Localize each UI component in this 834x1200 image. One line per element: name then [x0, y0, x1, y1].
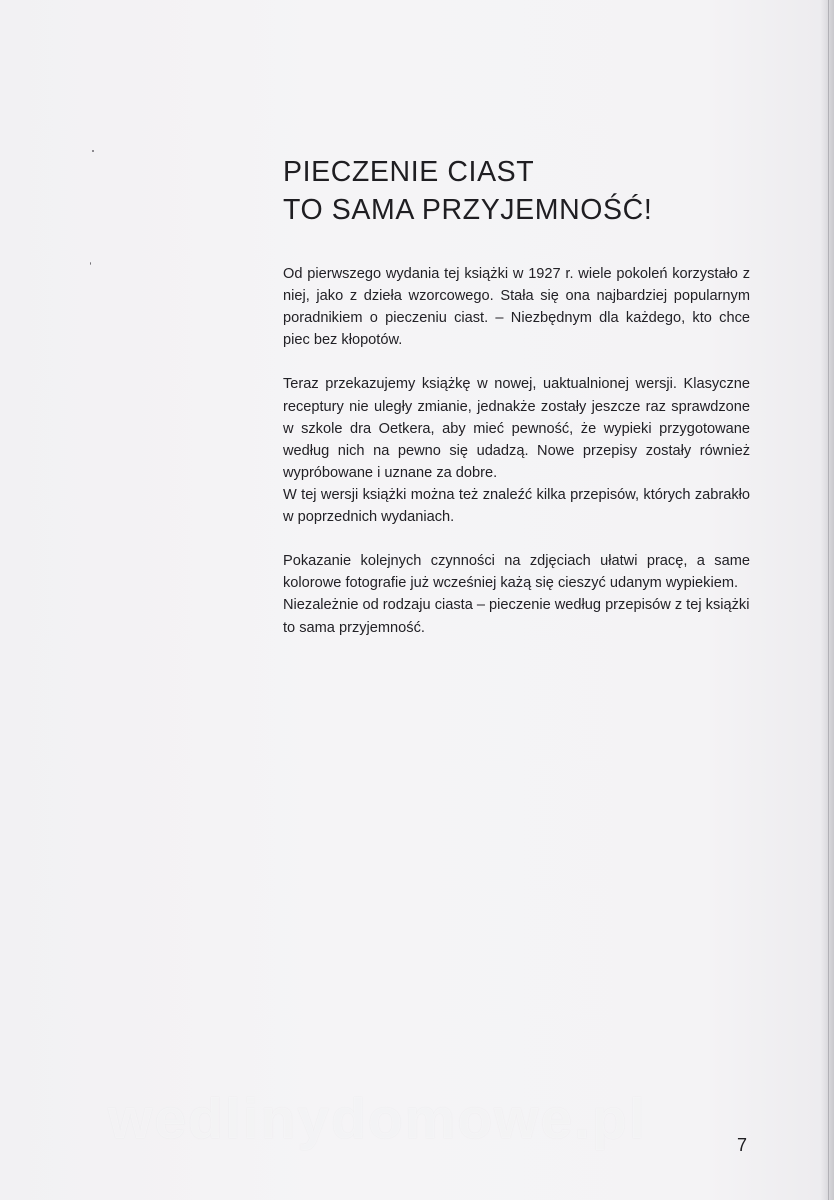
page-edge-shadow [820, 0, 834, 1200]
paragraph-new-recipes: W tej wersji książki można też znaleźć kilka przepisów, których zabrakło w poprzednich wydaniach. [283, 486, 750, 526]
paragraph-intro: Od pierwszego wydania tej książki w 1927 r. wiele pokoleń korzystało z niej, jako z dzieła wzorcowego. Stała się ona najbardziej popularnym poradnikiem o pieczeniu ciast. – Niezbędnym dla każdego, kto chce piec bez kłopotów. [283, 266, 750, 349]
page-title [283, 153, 652, 229]
page-number: 7 [737, 1135, 748, 1155]
paragraph-closing: Niezależnie od rodzaju ciasta – pieczenie według przepisów z tej książki to sama przyjemność. [283, 597, 750, 636]
paragraph-photos: Pokazanie kolejnych czynności na zdjęciach ułatwi pracę, a same kolorowe fotografie już wcześniej każą się cieszyć udanym wypiekiem. [283, 553, 750, 592]
paper-speck [92, 150, 94, 152]
page-edge-line [828, 0, 829, 1200]
watermark: wedlinydomowe.pl [108, 1087, 647, 1151]
body-text [283, 263, 750, 639]
title-line-1: PIECZENIE CIAST [283, 156, 535, 188]
title-line-2: TO SAMA PRZYJEMNOŚĆ! [283, 194, 653, 226]
paper-speck [90, 262, 91, 265]
paragraph-new-version: Teraz przekazujemy książkę w nowej, uaktualnionej wersji. Klasyczne receptury nie uległy zmianie, jednakże zostały jeszcze raz sprawdzone w szkole dra Oetkera, aby mieć pewność, że wypieki przygotowane według nich na pewno się udadzą. Nowe przepisy zostały również wypróbowane i uznane za dobre. [283, 376, 750, 481]
